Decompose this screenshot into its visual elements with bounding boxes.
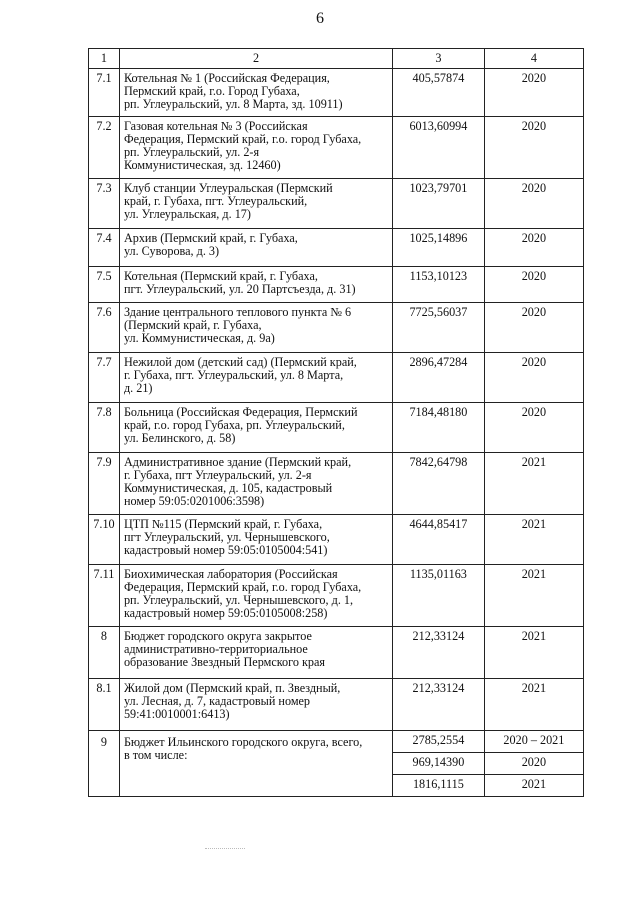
row-value: 1816,1115 [393, 775, 485, 797]
row-year: 2021 [484, 679, 583, 731]
table-row [89, 117, 584, 179]
scan-artifact-line [205, 848, 245, 849]
row-number: 7.6 [89, 303, 120, 353]
table-header-row [89, 49, 584, 69]
row-name: Административное здание (Пермский край, г. Губаха, пгт Углеуральский, ул. 2-я Коммунистическая, д. 105, кадастровый номер 59:05:0201006:3598) [119, 453, 392, 515]
row-name: Здание центрального теплового пункта № 6 (Пермский край, г. Губаха, ул. Коммунистическая, д. 9а) [119, 303, 392, 353]
row-value: 2785,2554 [393, 731, 485, 753]
row-value: 1135,01163 [393, 565, 485, 627]
table-row [89, 303, 584, 353]
row-year: 2020 – 2021 [484, 731, 583, 753]
row-name: Бюджет городского округа закрытое административно-территориальное образование Звездный Пермского края [119, 627, 392, 679]
row-value: 969,14390 [393, 753, 485, 775]
row-value: 405,57874 [393, 69, 485, 117]
table-row [89, 403, 584, 453]
row-value: 1025,14896 [393, 229, 485, 267]
table-row [89, 179, 584, 229]
budget-table [88, 48, 584, 797]
page-number: 6 [316, 10, 324, 27]
row-number: 7.2 [89, 117, 120, 179]
row-value: 6013,60994 [393, 117, 485, 179]
table-row [89, 69, 584, 117]
row-year: 2021 [484, 515, 583, 565]
row-name: Нежилой дом (детский сад) (Пермский край, г. Губаха, пгт. Углеуральский, ул. 8 Марта, д. 21) [119, 353, 392, 403]
row-year: 2020 [484, 403, 583, 453]
row-value: 212,33124 [393, 679, 485, 731]
row-name: Жилой дом (Пермский край, п. Звездный, ул. Лесная, д. 7, кадастровый номер 59:41:0010001:6413) [119, 679, 392, 731]
row-value: 2896,47284 [393, 353, 485, 403]
row-number: 7.4 [89, 229, 120, 267]
table-row [89, 267, 584, 303]
row-number: 7.5 [89, 267, 120, 303]
row-value: 7184,48180 [393, 403, 485, 453]
row-number: 7.7 [89, 353, 120, 403]
table-row-total [89, 731, 584, 753]
row-name: Клуб станции Углеуральская (Пермский край, г. Губаха, пгт. Углеуральский, ул. Углеуральская, д. 17) [119, 179, 392, 229]
table-row [89, 679, 584, 731]
row-year: 2020 [484, 267, 583, 303]
table-row [89, 627, 584, 679]
row-name: ЦТП №115 (Пермский край, г. Губаха, пгт Углеуральский, ул. Чернышевского, кадастровый номер 59:05:0105004:541) [119, 515, 392, 565]
row-year: 2020 [484, 353, 583, 403]
row-number: 7.3 [89, 179, 120, 229]
row-name: Больница (Российская Федерация, Пермский край, г.о. город Губаха, рп. Углеуральский, ул. Белинского, д. 58) [119, 403, 392, 453]
header-cell-2: 2 [119, 49, 392, 69]
row-year: 2021 [484, 565, 583, 627]
table-row [89, 353, 584, 403]
row-name: Котельная № 1 (Российская Федерация, Пермский край, г.о. Город Губаха, рп. Углеуральский, ул. 8 Марта, зд. 10911) [119, 69, 392, 117]
row-year: 2020 [484, 229, 583, 267]
row-number: 7.10 [89, 515, 120, 565]
row-year: 2020 [484, 117, 583, 179]
header-cell-3: 3 [393, 49, 485, 69]
row-number: 7.1 [89, 69, 120, 117]
row-value: 4644,85417 [393, 515, 485, 565]
row-year: 2021 [484, 775, 583, 797]
row-number: 9 [89, 731, 120, 797]
row-name: Биохимическая лаборатория (Российская Федерация, Пермский край, г.о. город Губаха, рп. Углеуральский, ул. Чернышевского, д. 1, кадастровый номер 59:05:0105008:258) [119, 565, 392, 627]
row-year: 2021 [484, 627, 583, 679]
table-row [89, 565, 584, 627]
table-row [89, 515, 584, 565]
row-year: 2020 [484, 179, 583, 229]
row-number: 8 [89, 627, 120, 679]
row-number: 7.8 [89, 403, 120, 453]
row-number: 7.9 [89, 453, 120, 515]
table-row [89, 453, 584, 515]
row-value: 212,33124 [393, 627, 485, 679]
row-number: 8.1 [89, 679, 120, 731]
row-value: 1153,10123 [393, 267, 485, 303]
row-name: Архив (Пермский край, г. Губаха, ул. Суворова, д. 3) [119, 229, 392, 267]
row-value: 7842,64798 [393, 453, 485, 515]
row-year: 2020 [484, 303, 583, 353]
row-number: 7.11 [89, 565, 120, 627]
row-value: 7725,56037 [393, 303, 485, 353]
row-name: Котельная (Пермский край, г. Губаха, пгт. Углеуральский, ул. 20 Партсъезда, д. 31) [119, 267, 392, 303]
header-cell-4: 4 [484, 49, 583, 69]
table-row [89, 229, 584, 267]
row-year: 2021 [484, 453, 583, 515]
row-name: Газовая котельная № 3 (Российская Федерация, Пермский край, г.о. город Губаха, рп. Углеуральский, ул. 2-я Коммунистическая, зд. 12460) [119, 117, 392, 179]
header-cell-1: 1 [89, 49, 120, 69]
row-year: 2020 [484, 753, 583, 775]
row-name: Бюджет Ильинского городского округа, всего, в том числе: [119, 731, 392, 797]
row-year: 2020 [484, 69, 583, 117]
row-value: 1023,79701 [393, 179, 485, 229]
